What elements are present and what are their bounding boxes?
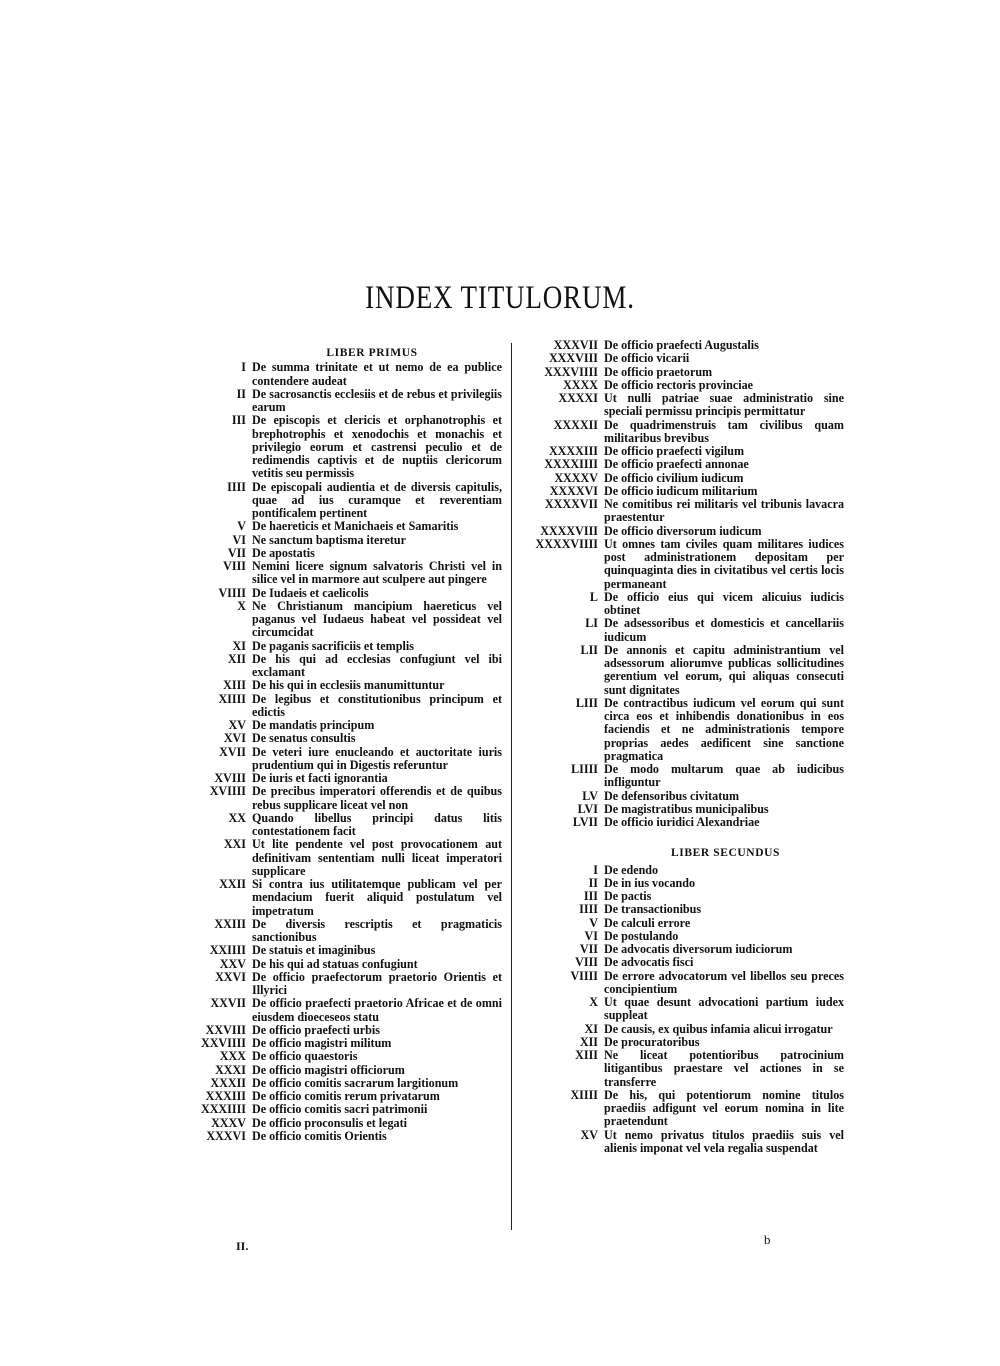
- title-text: De officio eius qui vicem alicuius iudicis obtinet: [604, 589, 844, 617]
- index-entry: [512, 366, 844, 379]
- title-number: XXXXVIII: [540, 523, 598, 538]
- page-title: INDEX TITULORUM.: [365, 280, 635, 316]
- title-text: De iuris et facti ignorantia: [252, 771, 388, 785]
- title-text: De procuratoribus: [604, 1034, 700, 1049]
- title-number: III: [231, 413, 246, 428]
- index-entry: [512, 445, 844, 458]
- title-number: XXXXVII: [544, 497, 598, 511]
- title-number: XXXXIIII: [544, 457, 598, 472]
- title-text: De officio magistri militum: [252, 1036, 392, 1050]
- title-number: XX: [228, 810, 246, 825]
- title-number: II: [236, 386, 246, 401]
- index-entry: [182, 1103, 502, 1116]
- index-entry: [182, 1077, 502, 1090]
- index-entry: [182, 997, 502, 1024]
- index-entry: [182, 812, 502, 839]
- index-entry: [512, 763, 844, 790]
- title-number: XXXIII: [205, 1089, 246, 1103]
- index-entry: [512, 970, 844, 997]
- index-entry: [182, 388, 502, 415]
- title-number: VII: [579, 942, 598, 956]
- title-text: De officio praefecti praetorio Africae et de omni eiusdem dioeceseos statu: [252, 996, 502, 1024]
- index-entry: [182, 958, 502, 971]
- index-entry: [512, 1036, 844, 1049]
- right-entry-list: [512, 339, 844, 829]
- index-entry: [182, 600, 502, 640]
- index-entry: [182, 1130, 502, 1143]
- title-number: VII: [227, 545, 246, 560]
- title-text: De officio quaestoris: [252, 1049, 358, 1064]
- title-number: XXXXI: [558, 391, 598, 405]
- title-number: XIII: [575, 1048, 598, 1062]
- title-text: De his qui ad statuas confugiunt: [252, 956, 418, 971]
- title-text: De precibus imperatori offerendis et de quibus rebus supplicare liceat vel non: [252, 784, 502, 812]
- index-entry: [182, 1090, 502, 1103]
- title-text: De senatus consultis: [252, 731, 356, 746]
- title-text: De edendo: [604, 862, 659, 877]
- title-number: L: [589, 589, 598, 604]
- title-number: V: [589, 915, 598, 930]
- title-number: XXXX: [563, 377, 598, 392]
- title-number: VIIII: [570, 968, 598, 983]
- book-heading-liber-primus: LIBER PRIMUS: [326, 347, 418, 359]
- title-number: XXXIIII: [200, 1102, 246, 1117]
- title-number: LIIII: [571, 762, 598, 776]
- index-entry: [182, 971, 502, 998]
- index-entry: [512, 379, 844, 392]
- title-number: XIIII: [570, 1087, 598, 1102]
- title-text: De officio praefectorum praetorio Orientis et Illyrici: [252, 969, 502, 997]
- title-number: XXXV: [211, 1115, 246, 1130]
- title-number: XXXXIII: [548, 444, 598, 458]
- title-number: XXXXVI: [549, 483, 598, 498]
- title-text: De magistratibus municipalibus: [604, 801, 769, 816]
- index-entry: [182, 918, 502, 945]
- title-number: I: [241, 360, 246, 375]
- index-entry: [512, 538, 844, 591]
- title-text: De officio iuridici Alexandriae: [604, 815, 760, 829]
- index-entry: [182, 414, 502, 480]
- title-text: De officio praefecti Augustalis: [604, 338, 759, 352]
- right-column: [512, 339, 844, 1155]
- index-entry: [512, 485, 844, 498]
- title-text: De apostatis: [252, 545, 315, 560]
- title-number: XXXVIIII: [544, 364, 598, 379]
- title-text: De annonis et capitu administrantium vel adsessorum aliorumve publicas sollicitudines gerentium vel eorum, qui aliquas consecuti sunt dignitates: [604, 642, 844, 697]
- title-text: De officio comitis sacri patrimonii: [252, 1102, 428, 1117]
- title-number: XIII: [223, 678, 246, 693]
- index-entry: [182, 640, 502, 653]
- title-text: De officio diversorum iudicum: [604, 523, 762, 538]
- title-text: De his, qui potentiorum nomine titulos praediis adfigunt vel eorum nomina in lite praetendunt: [604, 1087, 844, 1129]
- title-text: De his qui ad ecclesias confugiunt vel ibi exclamant: [252, 651, 502, 679]
- index-entry: [182, 520, 502, 533]
- index-entry: [512, 352, 844, 365]
- title-number: LIII: [575, 695, 598, 710]
- title-number: XXII: [219, 877, 246, 891]
- title-text: De officio magistri officiorum: [252, 1062, 405, 1077]
- title-number: XXXI: [215, 1062, 246, 1077]
- index-entry: [182, 547, 502, 560]
- title-number: I: [593, 862, 598, 877]
- title-text: De Iudaeis et caelicolis: [252, 585, 369, 600]
- title-number: XXVI: [215, 969, 246, 984]
- index-entry: [182, 719, 502, 732]
- title-number: XII: [227, 651, 246, 666]
- title-text: De statuis et imaginibus: [252, 943, 376, 958]
- index-entry: [182, 944, 502, 957]
- title-number: XI: [232, 638, 246, 653]
- left-column: [182, 347, 502, 1143]
- title-number: VIII: [223, 559, 246, 573]
- index-entry: [512, 864, 844, 877]
- index-entry: [512, 644, 844, 697]
- title-number: XV: [580, 1127, 598, 1142]
- title-text: Ut omnes tam civiles quam militares iudices post administrationem depositam per quinquaginta dies in civitatibus vel certis locis permaneant: [604, 536, 844, 591]
- index-entry: [512, 617, 844, 644]
- title-text: De quadrimenstruis tam civilibus quam militaribus brevibus: [604, 417, 844, 445]
- title-number: II: [588, 875, 598, 890]
- title-number: XXX: [219, 1049, 246, 1064]
- title-text: Nemini licere signum salvatoris Christi vel in silice vel in marmore aut sculpere aut pingere: [252, 559, 502, 587]
- title-text: De episcopali audientia et de diversis capitulis, quae ad ius curamque et reverentiam pontificalem pertinent: [252, 479, 502, 520]
- index-entry: [512, 458, 844, 471]
- index-entry: [512, 1129, 844, 1156]
- index-entry: [182, 361, 502, 388]
- title-number: III: [583, 889, 598, 903]
- title-text: De advocatis diversorum iudiciorum: [604, 942, 793, 956]
- title-text: De officio iudicum militarium: [604, 483, 758, 498]
- title-number: XVIIII: [209, 784, 246, 799]
- title-text: Si contra ius utilitatemque publicam vel per mendacium fuerit aliquid postulatum vel impetratum: [252, 877, 502, 918]
- title-number: XVI: [223, 731, 246, 746]
- title-text: De officio civilium iudicum: [604, 470, 744, 485]
- index-entry: [182, 785, 502, 812]
- title-text: De causis, ex quibus infamia alicui irrogatur: [604, 1021, 833, 1036]
- title-number: LI: [585, 616, 598, 631]
- title-number: LII: [580, 642, 598, 657]
- index-entry: [512, 697, 844, 763]
- title-number: XXV: [219, 956, 246, 971]
- title-text: De veteri iure enucleando et auctoritate iuris prudentium qui in Digestis referuntur: [252, 744, 502, 772]
- title-text: Ut nulli patriae suae administratio sine speciali permissu principis permittatur: [604, 391, 844, 419]
- title-text: De in ius vocando: [604, 875, 696, 890]
- title-text: De calculi errore: [604, 915, 691, 930]
- title-number: XIIII: [218, 691, 246, 706]
- title-text: De haereticis et Manichaeis et Samaritis: [252, 519, 459, 534]
- index-entry: [512, 525, 844, 538]
- index-entry: [182, 1117, 502, 1130]
- index-entry: [512, 903, 844, 916]
- index-entry: [182, 772, 502, 785]
- index-entry: [182, 560, 502, 587]
- index-entry: [182, 732, 502, 745]
- title-text: De officio praefecti vigilum: [604, 444, 745, 458]
- title-text: De diversis rescriptis et pragmaticis sanctionibus: [252, 916, 502, 944]
- title-text: De mandatis principum: [252, 718, 375, 732]
- index-entry: [182, 1064, 502, 1077]
- title-text: De modo multarum quae ab iudicibus infliguntur: [604, 762, 844, 790]
- title-number: VIII: [575, 955, 598, 970]
- title-text: De legibus et constitutionibus principum et edictis: [252, 691, 502, 719]
- title-number: XXXXII: [553, 417, 598, 432]
- title-number: XVIII: [214, 771, 246, 785]
- title-text: De paganis sacrificiis et templis: [252, 638, 414, 653]
- index-entry: [512, 1049, 844, 1089]
- title-text: Ne liceat potentioribus patrocinium litigantibus praestare vel actiones in se transferre: [604, 1048, 844, 1089]
- index-entry: [512, 917, 844, 930]
- title-number: XXVII: [210, 996, 246, 1011]
- title-text: De contractibus iudicum vel eorum qui sunt circa eos et inhibendis donationibus in eos faciendis et ne administrationis tempore proprias aedes aedificent sine sanctione pragmatica: [604, 695, 844, 763]
- title-number: V: [237, 519, 246, 534]
- title-text: Ne sanctum baptisma iteretur: [252, 532, 406, 547]
- index-entry: [182, 878, 502, 918]
- title-number: VIIII: [218, 585, 246, 600]
- title-number: XXIIII: [209, 943, 246, 958]
- index-entry: [512, 816, 844, 829]
- title-text: Ut nemo privatus titulos praediis suis vel alienis imponat vel vela regalia suspendat: [604, 1127, 844, 1155]
- title-number: X: [237, 598, 246, 613]
- index-entry: [512, 877, 844, 890]
- title-number: XV: [228, 718, 246, 732]
- title-text: De episcopis et clericis et orphanotrophis et brephotrophis et xenodochis et monachis et privilegio eorum et castrensi peculio et de redimendis captivis et de nuptiis clericorum vetitis seu permissis: [252, 413, 502, 481]
- index-entry: [512, 419, 844, 446]
- title-text: De officio comitis sacrarum largitionum: [252, 1075, 459, 1090]
- index-entry: [512, 943, 844, 956]
- title-number: IIII: [227, 479, 246, 494]
- index-entry: [182, 838, 502, 878]
- title-text: De defensoribus civitatum: [604, 788, 740, 803]
- title-text: De adsessoribus et domesticis et cancellariis iudicum: [604, 616, 844, 644]
- title-number: XXVIII: [205, 1022, 246, 1037]
- title-text: Ne Christianum mancipium haereticus vel paganus vel Iudaeus habeat vel possideat vel circumcidat: [252, 598, 502, 640]
- index-entry: [182, 587, 502, 600]
- index-entry: [512, 1089, 844, 1129]
- title-text: De officio praetorum: [604, 364, 713, 379]
- index-entry: [182, 653, 502, 680]
- title-text: De officio vicarii: [604, 351, 690, 366]
- title-number: XXXXVIIII: [535, 536, 598, 551]
- title-number: XXXII: [210, 1075, 246, 1090]
- title-text: De errore advocatorum vel libellos seu preces concipientium: [604, 968, 844, 996]
- book2-entry-list: [512, 864, 844, 1156]
- title-text: De officio comitis Orientis: [252, 1128, 387, 1143]
- title-number: XXXVI: [206, 1128, 246, 1143]
- index-entry: [182, 1024, 502, 1037]
- title-number: VI: [232, 532, 246, 547]
- title-number: IIII: [579, 902, 598, 917]
- title-text: De advocatis fisci: [604, 955, 694, 970]
- index-entry: [512, 591, 844, 618]
- index-entry: [512, 498, 844, 525]
- index-entry: [512, 930, 844, 943]
- index-entry: [182, 1037, 502, 1050]
- title-text: De sacrosanctis ecclesiis et de rebus et privilegiis earum: [252, 386, 502, 414]
- title-text: De summa trinitate et ut nemo de ea publice contendere audeat: [252, 360, 502, 388]
- title-number: XXXVIII: [548, 351, 598, 366]
- index-entry: [512, 996, 844, 1023]
- index-entry: [512, 956, 844, 969]
- title-number: VI: [584, 928, 598, 943]
- signature-mark-right: b: [764, 1232, 771, 1247]
- title-number: LVI: [577, 801, 598, 816]
- title-number: LV: [582, 788, 598, 803]
- title-number: X: [589, 995, 598, 1009]
- index-entry: [182, 1050, 502, 1063]
- title-number: XII: [579, 1034, 598, 1049]
- signature-mark-left: II.: [236, 1239, 249, 1253]
- title-text: Ut lite pendente vel post provocationem aut definitivam sententiam nulli liceat imperatori supplicare: [252, 837, 502, 878]
- left-entry-list: [182, 361, 502, 1143]
- title-number: XXI: [223, 837, 246, 852]
- index-entry: [182, 534, 502, 547]
- index-entry: [512, 392, 844, 419]
- title-number: XI: [584, 1021, 598, 1036]
- index-entry: [512, 339, 844, 352]
- title-number: XXXVII: [553, 338, 598, 352]
- title-text: De postulando: [604, 928, 679, 943]
- title-number: XVII: [219, 744, 246, 759]
- index-entry: [182, 481, 502, 521]
- title-text: De transactionibus: [604, 902, 702, 917]
- index-entry: [182, 693, 502, 720]
- index-entry: [512, 890, 844, 903]
- title-number: XXIII: [214, 916, 246, 931]
- title-text: Quando libellus principi datus litis contestationem facit: [252, 810, 502, 838]
- title-text: De officio rectoris provinciae: [604, 377, 753, 392]
- title-text: De officio proconsulis et legati: [252, 1115, 407, 1130]
- index-entry: [512, 803, 844, 816]
- title-text: De officio praefecti urbis: [252, 1022, 380, 1037]
- title-text: De officio comitis rerum privatarum: [252, 1089, 440, 1103]
- index-entry: [512, 790, 844, 803]
- index-entry: [182, 746, 502, 773]
- title-number: XXXXV: [554, 470, 598, 485]
- index-entry: [512, 1023, 844, 1036]
- title-text: De officio praefecti annonae: [604, 457, 749, 472]
- title-text: De pactis: [604, 889, 652, 903]
- title-text: De his qui in ecclesiis manumittuntur: [252, 678, 445, 693]
- index-entry: [182, 679, 502, 692]
- book-heading-liber-secundus: LIBER SECUNDUS: [670, 847, 781, 860]
- title-number: XXVIIII: [200, 1036, 246, 1050]
- title-number: LVII: [572, 815, 598, 829]
- title-text: Ut quae desunt advocationi partium iudex suppleat: [604, 995, 844, 1023]
- title-text: Ne comitibus rei militaris vel tribunis lavacra praestentur: [604, 497, 844, 525]
- index-entry: [512, 472, 844, 485]
